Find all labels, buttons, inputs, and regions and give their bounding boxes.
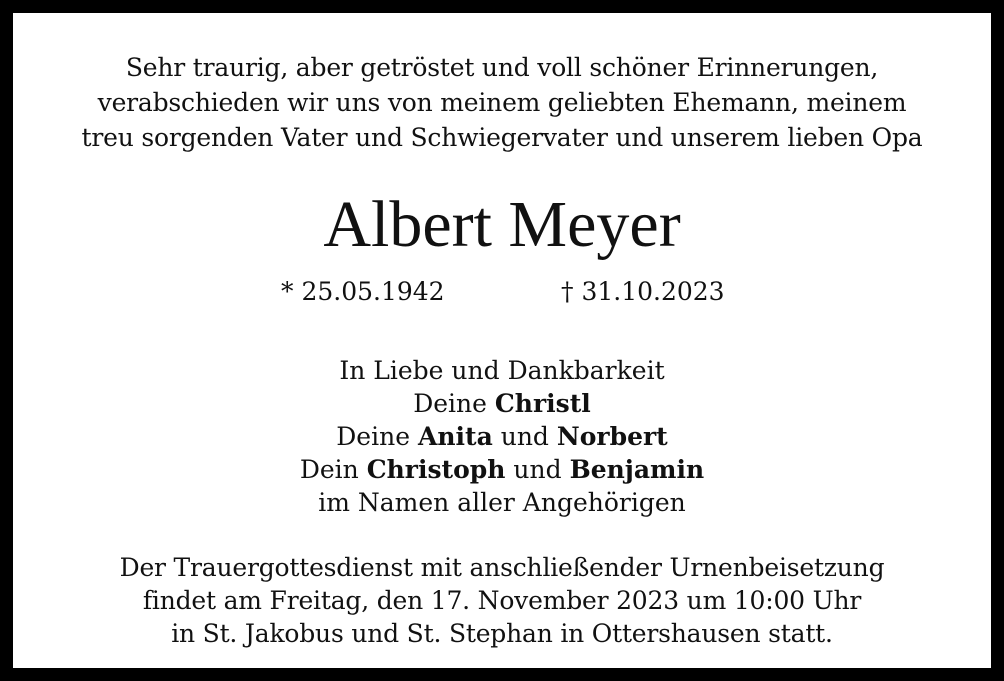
service-line: findet am Freitag, den 17. November 2023 um 10:00 Uhr xyxy=(142,586,862,615)
family-conjunction: und xyxy=(500,422,549,451)
intro-line: treu sorgenden Vater und Schwiegervater und unserem lieben Opa xyxy=(81,123,923,152)
family-member-name: Anita xyxy=(417,422,493,451)
intro-line: verabschieden wir uns von meinem geliebten Ehemann, meinem xyxy=(97,88,907,117)
family-line xyxy=(13,453,991,486)
family-line: im Namen aller Angehörigen xyxy=(318,488,686,517)
family-signature xyxy=(13,354,991,519)
service-line: in St. Jakobus und St. Stephan in Ottershausen statt. xyxy=(171,619,833,648)
family-prefix: Deine xyxy=(413,389,487,418)
family-prefix: Dein xyxy=(299,455,359,484)
family-member-name: Christoph xyxy=(366,455,506,484)
family-line: In Liebe und Dankbarkeit xyxy=(339,356,665,385)
family-member-name: Christl xyxy=(494,389,591,418)
family-conjunction: und xyxy=(513,455,562,484)
intro-line: Sehr traurig, aber getröstet und voll schöner Erinnerungen, xyxy=(125,53,879,82)
family-member-name: Norbert xyxy=(556,422,668,451)
deceased-name: Albert Meyer xyxy=(323,188,681,261)
family-prefix: Deine xyxy=(336,422,410,451)
family-member-name: Benjamin xyxy=(569,455,705,484)
service-line: Der Trauergottesdienst mit anschließender Urnenbeisetzung xyxy=(119,553,885,582)
intro-text xyxy=(13,50,991,155)
service-announcement xyxy=(13,551,991,650)
birth-date: * 25.05.1942 xyxy=(281,277,445,306)
family-line xyxy=(13,420,991,453)
family-line xyxy=(13,387,991,420)
death-date: † 31.10.2023 xyxy=(561,277,725,306)
